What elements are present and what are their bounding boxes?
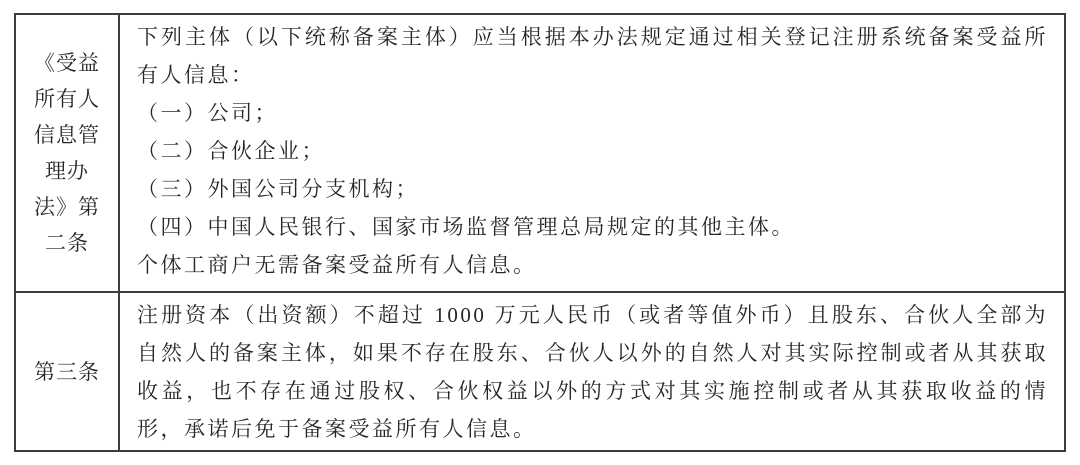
article-ref-line: 理办 xyxy=(45,159,89,183)
content-paragraph-item-2: （二）合伙企业； xyxy=(137,139,325,163)
provisions-table xyxy=(14,13,1066,452)
article-3-ref-cell xyxy=(16,293,120,450)
content-paragraph-item-3: （三）外国公司分支机构； xyxy=(137,177,419,201)
content-paragraph: 注册资本（出资额）不超过 1000 万元人民币（或者等值外币）且股东、合伙人全部为自然人的备案主体，如果不存在股东、合伙人以外的自然人对其实际控制或者从其获取收益，也不存在通过股权、合伙权益以外的方式对其实施控制或者从其获取收益的情形，承诺后免于备案受益所有人信息。 xyxy=(137,303,1048,441)
article-ref-line: 信息管 xyxy=(34,123,100,147)
article-2-content-cell xyxy=(120,15,1064,291)
content-paragraph-item-1: （一）公司； xyxy=(137,101,278,125)
content-paragraph-item-4: （四）中国人民银行、国家市场监督管理总局规定的其他主体。 xyxy=(137,215,795,239)
table-row-article-2 xyxy=(16,15,1064,291)
content-paragraph: 个体工商户无需备案受益所有人信息。 xyxy=(137,253,537,277)
table-row-article-3 xyxy=(16,291,1064,450)
article-ref-line: 第三条 xyxy=(34,359,100,384)
article-ref-line: 二条 xyxy=(45,231,89,255)
article-ref-line: 法》第 xyxy=(34,195,100,219)
article-2-ref-cell xyxy=(16,15,120,291)
article-ref-line: 所有人 xyxy=(34,87,100,111)
content-paragraph: 下列主体（以下统称备案主体）应当根据本办法规定通过相关登记注册系统备案受益所有人信息： xyxy=(137,25,1048,87)
article-ref-line: 《受益 xyxy=(34,51,100,75)
article-3-content-cell xyxy=(120,293,1064,450)
